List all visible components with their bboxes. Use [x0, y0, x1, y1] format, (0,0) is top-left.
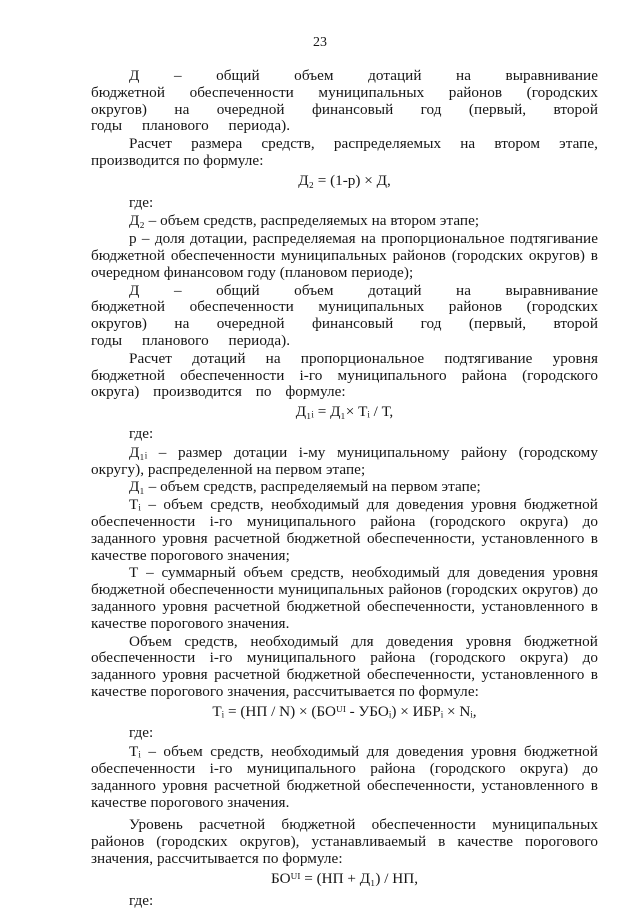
document-body [91, 68, 598, 911]
where-label: где: [129, 891, 154, 909]
formula-d2: Д₂ = (1-р) × Д, [298, 171, 391, 189]
paragraph-first-stage-calc: Расчет дотаций на пропорциональное подтягивание уровня бюджетной обеспеченности i-го муниципального района (городского округа) производится по формуле: [91, 349, 598, 401]
paragraph-d-definition: Д – общий объем дотаций на выравнивание бюджетной обеспеченности муниципальных районов (городских округов) на очередной финансовый год (первый, второй годы планового периода). [91, 67, 598, 135]
where-label: где: [129, 193, 154, 211]
paragraph-p-definition: р – доля дотации, распределяемая на пропорциональное подтягивание бюджетной обеспеченности муниципальных районов (городских округов) в очередном финансовом году (плановом периоде); [91, 230, 598, 281]
paragraph-volume-calc: Объем средств, необходимый для доведения уровня бюджетной обеспеченности i-го муниципального района (городского округа) до заданного уровня расчетной бюджетной обеспеченности, установленного в качестве порогового значения, рассчитывается по формуле: [91, 632, 598, 700]
paragraph-d1i-definition: Д₁ᵢ – размер дотации i-му муниципальному району (городскому округу), распределенной на первом этапе; [91, 443, 598, 478]
paragraph-ti-definition: Тᵢ – объем средств, необходимый для доведения уровня бюджетной обеспеченности i-го муниципального района (городского округа) до заданного уровня расчетной бюджетной обеспеченности, установленного в качестве порогового значения; [91, 496, 598, 564]
paragraph-threshold-level: Уровень расчетной бюджетной обеспеченности муниципальных районов (городских округов), устанавливаемый в качестве порогового значения, рассчитывается по формуле: [91, 816, 598, 868]
formula-d1i: Д₁ᵢ = Д₁× Тᵢ / Т, [295, 403, 394, 421]
page-number: 23 [313, 35, 327, 50]
paragraph-second-stage-intro: Расчет размера средств, распределяемых на втором этапе, производится по формуле: [91, 135, 598, 169]
formula-bo: БОᵁᴵ = (НП + Д₁) / НП, [270, 869, 419, 887]
paragraph-d1-definition: Д₁ – объем средств, распределяемый на первом этапе; [129, 478, 481, 496]
paragraph-d-definition-repeat: Д – общий объем дотаций на выравнивание бюджетной обеспеченности муниципальных районов (городских округов) на очередной финансовый год (первый, второй годы планового периода). [91, 281, 598, 349]
where-label: где: [129, 424, 154, 442]
formula-ti: Тᵢ = (НП / N) × (БОᵁᴵ - УБОᵢ) × ИБРᵢ × Nᵢ, [212, 702, 477, 720]
paragraph-d2-definition: Д₂ – объем средств, распределяемых на втором этапе; [129, 212, 480, 230]
where-label: где: [129, 724, 154, 742]
paragraph-t-definition: Т – суммарный объем средств, необходимый для доведения уровня бюджетной обеспеченности муниципальных районов (городских округов) до заданного уровня расчетной бюджетной обеспеченности, установленного в качестве порогового значения. [91, 564, 598, 632]
paragraph-ti-definition-repeat: Тᵢ – объем средств, необходимый для доведения уровня бюджетной обеспеченности i-го муниципального района (городского округа) до заданного уровня расчетной бюджетной обеспеченности, установленного в качестве порогового значения. [91, 743, 598, 811]
